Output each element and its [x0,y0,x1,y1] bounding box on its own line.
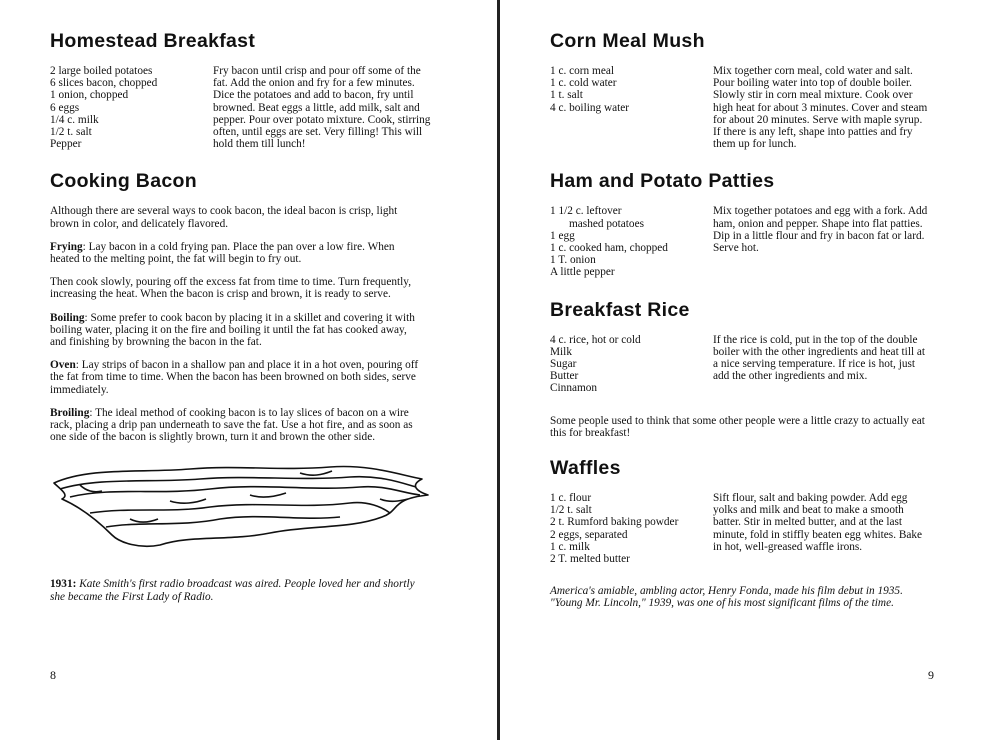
ingredient: 4 c. boiling water [550,101,630,114]
ingredient: A little pepper [550,266,615,279]
ingredient: 1 c. cooked ham, chopped [550,242,668,255]
footnote-text: Kate Smith's first radio broadcast was aired. People loved her and shortly she became the First Lady of Radio. [50,578,415,603]
corn-meal-mush-recipe [550,65,1000,150]
ingredient: 1 egg [550,229,575,242]
ingredient: 2 eggs, separated [550,528,628,541]
ingredient: 1 T. onion [550,254,596,267]
cooking-bacon-title: Cooking Bacon [50,170,197,193]
ingredient: 4 c. rice, hot or cold [550,333,641,346]
oven-text: : Lay strips of bacon in a shallow pan and place it in a hot oven, pouring off the fat from time to time. When the bacon has been browned on both sides, serve immediately. [50,359,419,396]
frying-continued: Then cook slowly, pouring off the excess fat from time to time. Turn frequently, increasing the heat. When the bacon is crisp and brown, it is ready to serve. [50,276,412,301]
ingredient: Sugar [550,358,577,371]
ingredient: 1/2 t. salt [50,126,92,139]
broiling-text: : The ideal method of cooking bacon is to lay slices of bacon on a wire rack, placing a drip pan underneath to save the fat. Use a hot fire, and as soon as one side of the bacon is slightly brown, turn it and brown the other side. [50,406,413,444]
waffles-title: Waffles [550,457,621,480]
homestead-breakfast-recipe [50,65,498,150]
ingredient: Milk [550,345,572,358]
ingredient: 1 t. salt [550,89,583,102]
directions: If the rice is cold, put in the top of the double boiler with the other ingredients and heat till at a nice serving temperature. If rice is hot, just add the other ingredients and mix. [713,333,926,383]
ham-potato-patties-title: Ham and Potato Patties [550,170,775,193]
page-number-left: 8 [50,668,56,682]
ingredient: 1 c. flour [550,492,592,505]
frying-paragraph [50,241,425,265]
ingredient: Butter [550,370,579,383]
breakfast-rice-title: Breakfast Rice [550,298,690,321]
ingredient-list [550,334,713,395]
rice-note: Some people used to think that some other people were a little crazy to actually eat this for breakfast! [550,414,925,439]
ingredient: 6 eggs [50,101,80,114]
ingredient-list [550,205,713,278]
directions: Fry bacon until crisp and pour off some of the fat. Add the onion and fry for a few minutes. Dice the potatoes and add to bacon, fry until browned. Beat eggs a little, add milk, salt and pepper. Pour over potato mixture. Cook, stirring often, until eggs are set. Very filling! This will hold them till lunch! [213,65,431,151]
ingredient: Pepper [50,138,82,151]
ham-potato-patties-recipe [550,205,1000,278]
waffles-recipe [550,492,1000,565]
boiling-label: Boiling [50,311,85,324]
page-number-right: 9 [928,668,934,682]
ingredient: 2 t. Rumford baking powder [550,516,679,529]
ingredient: 6 slices bacon, chopped [50,77,158,90]
right-page [500,0,1000,740]
ingredient: mashed potatoes [569,217,644,230]
footnote-year: 1931: [50,578,77,591]
ingredient: 1 1/2 c. leftover [550,205,622,218]
homestead-breakfast-title: Homestead Breakfast [50,30,256,52]
ingredient: 1/2 t. salt [550,504,592,517]
oven-paragraph [50,359,425,396]
ingredient: 1 c. milk [550,540,590,553]
ingredient: 1 c. corn meal [550,65,614,77]
bacon-intro: Although there are several ways to cook bacon, the ideal bacon is crisp, light brown in color, and delicately flavored. [50,205,398,230]
directions: Mix together corn meal, cold water and salt. Pour boiling water into top of double boiler. Slowly stir in corn meal mixture. Cook over high heat for about 3 minutes. Cover and steam for about 20 minutes. Serve with maple syrup. If there is any left, shape into patties and fry them up for lunch. [713,65,928,151]
ingredient: 2 large boiled potatoes [50,65,153,77]
ingredient-list [550,65,713,150]
broiling-paragraph [50,407,425,444]
ingredient: 1 c. cold water [550,77,617,90]
boiling-paragraph [50,312,425,349]
frying-text: : Lay bacon in a cold frying pan. Place the pan over a low fire. When heated to the melting point, the fat will begin to fry out. [50,240,395,266]
ingredient: Cinnamon [550,382,598,395]
oven-label: Oven [50,359,76,372]
frying-label: Frying [50,240,83,253]
ingredient: 1 onion, chopped [50,89,129,102]
ingredient-list [550,492,713,565]
corn-meal-mush-title: Corn Meal Mush [550,30,705,52]
trivia-note: America's amiable, ambling actor, Henry Fonda, made his film debut in 1935. "Young Mr. Lincoln," 1939, was one of his most significant films of the time. [550,585,903,610]
ingredient: 1/4 c. milk [50,113,99,126]
left-page [0,0,498,740]
ingredient-list [50,65,213,150]
broiling-label: Broiling [50,406,90,419]
ingredient: 2 T. melted butter [550,553,630,566]
breakfast-rice-recipe [550,334,1000,395]
bacon-illustration [50,455,430,550]
footnote [50,578,425,602]
boiling-text: : Some prefer to cook bacon by placing it in a skillet and covering it with boiling water, placing it on the fire and boiling it until the fat has cooked away, and finishing by browning the bacon in the fat. [50,311,415,349]
directions: Mix together potatoes and egg with a fork. Add ham, onion and pepper. Shape into flat patties. Dip in a little flour and fry in bacon fat or lard. Serve hot. [713,205,928,255]
directions: Sift flour, salt and baking powder. Add egg yolks and milk and beat to make a smooth batter. Stir in melted butter, and at the last minute, fold in stiffly beaten egg whites. Bake in hot, well-greased waffle irons. [713,492,923,553]
